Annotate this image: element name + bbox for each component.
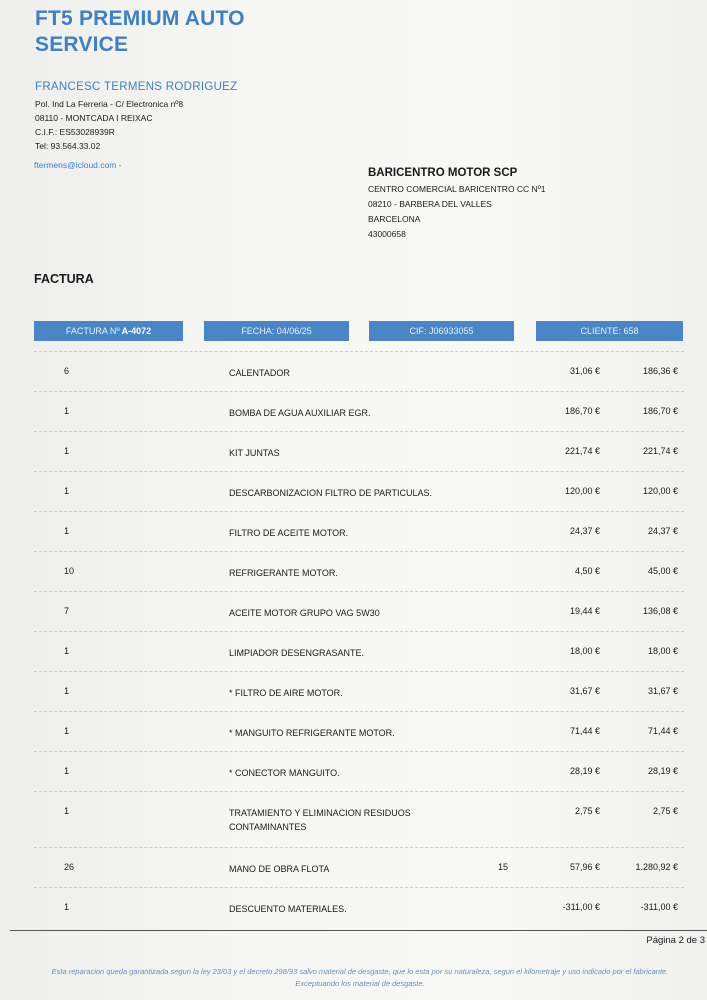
item-total: 28,19 € <box>647 766 678 776</box>
item-total: 186,70 € <box>642 406 678 416</box>
item-description: FILTRO DE ACEITE MOTOR. <box>229 528 349 538</box>
item-unit-price: 28,19 € <box>569 766 600 776</box>
issuer-email: ftermens@icloud.com - <box>34 160 122 170</box>
item-description: * CONECTOR MANGUITO. <box>229 768 340 778</box>
issuer-phone: Tel: 93.564.33.02 <box>35 141 101 151</box>
item-quantity: 1 <box>64 766 70 776</box>
table-row <box>34 632 684 672</box>
item-unit-price: 221,74 € <box>564 446 600 456</box>
issuer-address-line: 08110 - MONTCADA I REIXAC <box>35 113 153 123</box>
item-total: 31,67 € <box>647 686 678 696</box>
item-unit-price: 2,75 € <box>574 806 600 816</box>
invoice-number-label: FACTURA Nº <box>65 326 120 336</box>
item-unit-price: 31,67 € <box>569 686 600 696</box>
table-row <box>34 512 684 552</box>
table-row <box>34 752 684 792</box>
item-description: * MANGUITO REFRIGERANTE MOTOR. <box>229 728 395 738</box>
issuer-address <box>35 97 183 153</box>
client-line: BARCELONA <box>368 214 421 224</box>
footer-divider <box>10 930 707 931</box>
item-quantity: 1 <box>64 726 70 736</box>
company-name: FT5 PREMIUM AUTO SERVICE <box>35 7 245 56</box>
item-total: 120,00 € <box>642 486 678 496</box>
table-row <box>34 351 684 392</box>
item-hours: 15 <box>498 862 509 872</box>
client-name: BARICENTRO MOTOR SCP <box>368 167 518 179</box>
table-row <box>34 848 684 888</box>
item-unit-price: 186,70 € <box>564 406 600 416</box>
item-quantity: 1 <box>64 486 70 496</box>
client-number: CLIENTE: 658 <box>580 326 639 336</box>
client-line: 08210 - BARBERA DEL VALLES <box>368 199 492 209</box>
item-description: ACEITE MOTOR GRUPO VAG 5W30 <box>229 608 380 618</box>
item-total: 186,36 € <box>642 366 678 376</box>
item-quantity: 1 <box>64 446 70 456</box>
issuer-cif: C.I.F.: ES53028939R <box>35 127 115 137</box>
item-description: DESCUENTO MATERIALES. <box>229 904 347 914</box>
item-total: 18,00 € <box>647 646 678 656</box>
invoice-number: A-4072 <box>121 326 152 336</box>
table-row <box>34 432 684 472</box>
item-unit-price: -311,00 € <box>562 902 600 912</box>
table-row <box>34 392 684 432</box>
item-unit-price: 4,50 € <box>574 566 600 576</box>
item-quantity: 1 <box>64 686 70 696</box>
item-description: LIMPIADOR DESENGRASANTE. <box>229 648 365 658</box>
item-description: TRATAMIENTO Y ELIMINACION RESIDUOS CONTAMINANTES <box>229 808 411 832</box>
table-row <box>34 672 684 712</box>
item-unit-price: 57,96 € <box>569 862 600 872</box>
invoice-number-box <box>34 321 183 341</box>
client-line: CENTRO COMERCIAL BARICENTRO CC Nº1 <box>368 184 546 194</box>
item-total: 71,44 € <box>647 726 678 736</box>
item-quantity: 6 <box>64 366 70 376</box>
item-unit-price: 31,06 € <box>569 366 600 376</box>
item-quantity: 1 <box>64 902 70 912</box>
item-description: CALENTADOR <box>229 368 290 378</box>
document-title: FACTURA <box>34 272 94 286</box>
owner-name: FRANCESC TERMENS RODRIGUEZ <box>35 81 238 93</box>
date-box <box>204 321 349 341</box>
table-row <box>34 552 684 592</box>
item-quantity: 10 <box>64 566 75 576</box>
item-description: * FILTRO DE AIRE MOTOR. <box>229 688 343 698</box>
item-total: 24,37 € <box>647 526 678 536</box>
item-quantity: 1 <box>64 406 70 416</box>
item-unit-price: 120,00 € <box>564 486 600 496</box>
table-row <box>34 888 684 931</box>
client-cif: CIF: J06933055 <box>409 326 474 336</box>
legal-notice: Esta reparacion queda garantizada segun la ley 23/03 y el decreto 298/93 salvo material de desgaste, que lo esta por su naturaleza, segun el kilometraje y uso indicado por el fabricante. Exceptuando los material de desgaste. <box>51 967 669 988</box>
item-total: 136,08 € <box>642 606 678 616</box>
item-unit-price: 71,44 € <box>569 726 600 736</box>
item-total: 2,75 € <box>652 806 678 816</box>
item-description: KIT JUNTAS <box>229 448 280 458</box>
item-unit-price: 24,37 € <box>569 526 600 536</box>
item-total: -311,00 € <box>640 902 678 912</box>
item-description: MANO DE OBRA FLOTA <box>229 864 330 874</box>
item-quantity: 1 <box>64 526 70 536</box>
item-quantity: 7 <box>64 606 70 616</box>
table-row <box>34 472 684 512</box>
item-description: DESCARBONIZACION FILTRO DE PARTICULAS. <box>229 488 433 498</box>
page-number: Página 2 de 3 <box>646 935 705 946</box>
table-row <box>34 792 684 848</box>
item-quantity: 26 <box>64 862 75 872</box>
issuer-address-line: Pol. Ind La Ferreria - C/ Electronica nº8 <box>35 99 184 109</box>
line-items-table <box>34 351 684 931</box>
client-number-box <box>536 321 683 341</box>
item-unit-price: 18,00 € <box>569 646 600 656</box>
client-line: 43000658 <box>368 229 406 239</box>
item-total: 45,00 € <box>647 566 678 576</box>
cif-box <box>369 321 514 341</box>
table-row <box>34 712 684 752</box>
item-description: BOMBA DE AGUA AUXILIAR EGR. <box>229 408 371 418</box>
item-description: REFRIGERANTE MOTOR. <box>229 568 338 578</box>
invoice-date: FECHA: 04/06/25 <box>241 326 312 336</box>
item-quantity: 1 <box>64 806 70 816</box>
client-block <box>368 167 546 242</box>
item-total: 1.280,92 € <box>635 862 678 872</box>
item-quantity: 1 <box>64 646 70 656</box>
table-row <box>34 592 684 632</box>
item-unit-price: 19,44 € <box>569 606 600 616</box>
item-total: 221,74 € <box>642 446 678 456</box>
